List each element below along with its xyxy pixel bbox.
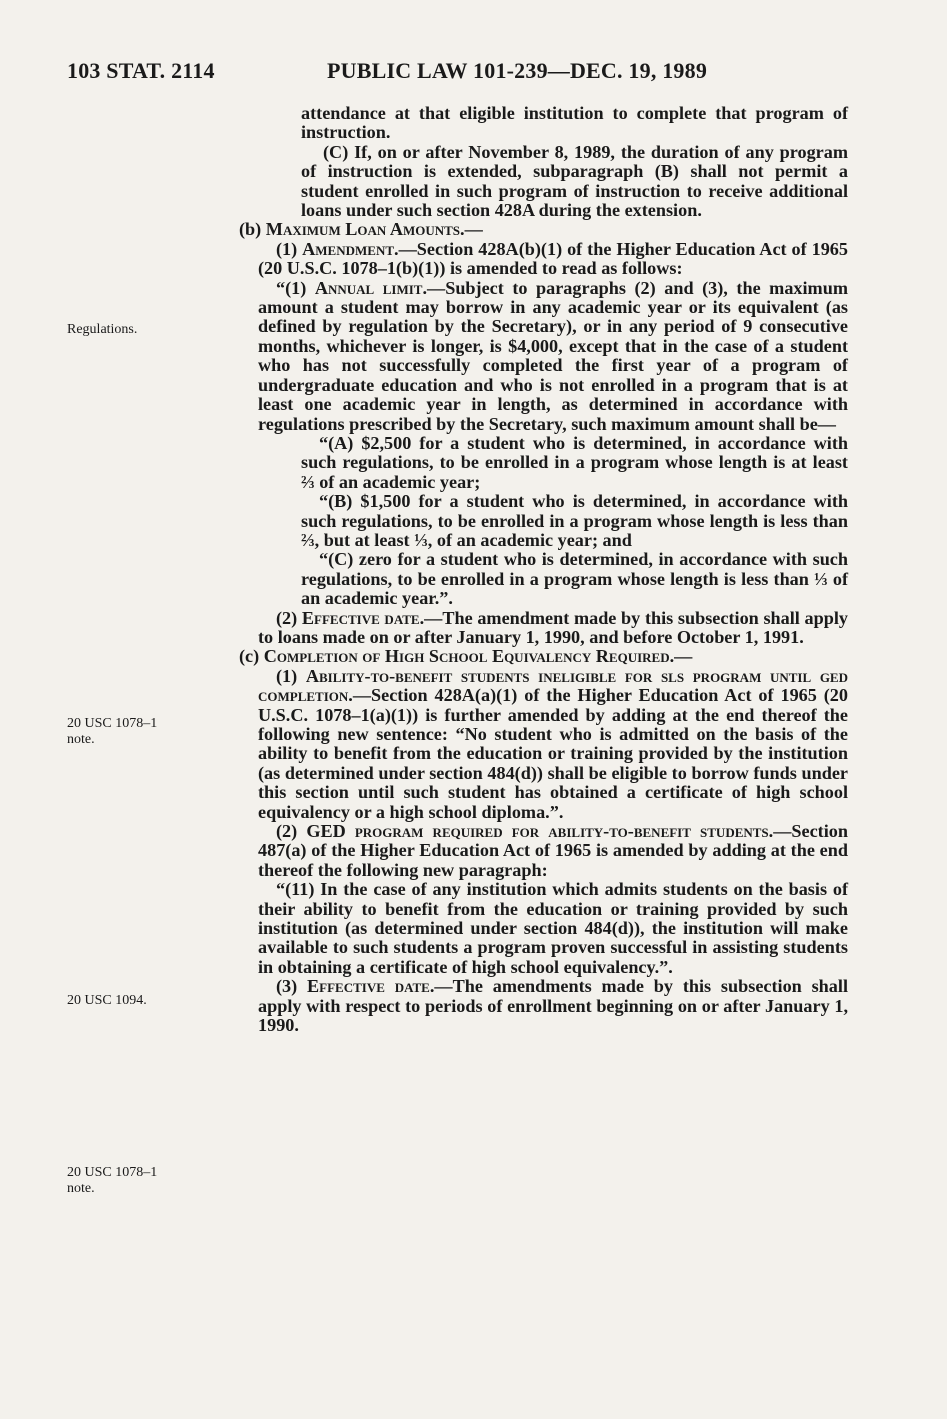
margin-note-usc-1078-1-second: [67, 1165, 157, 1197]
margin-note-line: 20 USC 1078–1: [67, 1165, 158, 1180]
margin-note-usc-1094: 20 USC 1094.: [67, 993, 147, 1008]
subsection-c-heading: [239, 647, 848, 666]
quoted-paragraph-11: “(11) In the case of any institution which admits students on the basis of their ability to benefit from the education or training provided by such institution (as determined under section 484(d)), the institution will make available to such students a program proven successful in assisting students in obtaining a certificate of high school equivalency.”.: [258, 879, 848, 977]
paragraph-heading: Ability-to-benefit students ineligible for sls program until ged completion.: [258, 665, 848, 706]
paragraph-heading: Amendment.: [302, 238, 399, 259]
paragraph-b1-amendment: [258, 240, 848, 279]
subsection-label: (b): [239, 219, 266, 240]
margin-note-line: note.: [67, 1181, 95, 1196]
paragraph-label: (2): [276, 607, 302, 628]
stat-page-number: 103 STAT. 2114: [67, 58, 215, 83]
paragraph-b2-effective-date: [258, 609, 848, 648]
quoted-subparagraph-c: “(C) zero for a student who is determined, in accordance with such regulations, to be enrolled in a program whose length is less than ⅓ of an academic year.”.: [301, 549, 848, 609]
subsection-b-heading: [239, 220, 848, 239]
paragraph-label: (2) GED: [276, 821, 355, 842]
paragraph-c3-effective-date: [258, 977, 848, 1035]
statute-body: [239, 103, 848, 1036]
margin-note-line: note.: [67, 732, 95, 747]
paragraph-heading: Annual limit.: [314, 277, 428, 298]
margin-note-regulations: Regulations.: [67, 322, 138, 337]
paragraph-continuation: attendance at that eligible institution to complete that program of instruction.: [301, 103, 848, 143]
paragraph-text: —Section 428A(a)(1) of the Higher Education Act of 1965 (20 U.S.C. 1078–1(a)(1)) is further amended by adding at the end thereof the following new sentence: “No student who is admitted on the basis of the ability to benefit from the education or training provided by the institution (as determined under section 484(d)) shall be eligible to borrow funds under this section until such student has obtained a certificate of high school equivalency or a high school diploma.”.: [258, 685, 848, 822]
subsection-heading-text: Maximum Loan Amounts.: [265, 219, 465, 240]
paragraph-label: “(1): [276, 277, 315, 298]
paragraph-heading: Effective date.: [307, 976, 435, 997]
quoted-subparagraph-b: “(B) $1,500 for a student who is determined, in accordance with such regulations, to be enrolled in a program whose length is less than ⅔, but at least ⅓, of an academic year; and: [301, 491, 848, 550]
margin-note-usc-1078-1: [67, 716, 157, 748]
paragraph-c1-ability-to-benefit: [258, 667, 848, 822]
subsection-dash: —: [464, 219, 483, 240]
running-head: PUBLIC LAW 101-239—DEC. 19, 1989: [327, 58, 708, 83]
subsection-heading-text: Completion of High School Equivalency Required.: [263, 646, 675, 667]
paragraph-heading: program required for ability-to-benefit students.: [354, 821, 774, 842]
paragraph-label: (1): [276, 665, 306, 686]
paragraph-subsection-c-extension: (C) If, on or after November 8, 1989, the duration of any program of instruction is extended, subparagraph (B) shall not permit a student enrolled in such program of instruction to receive additional loans under such section 428A during the extension.: [301, 141, 848, 221]
paragraph-c2-ged-program: [258, 822, 848, 880]
paragraph-text: —Section 428A(b)(1) of the Higher Education Act of 1965 (20 U.S.C. 1078–1(b)(1)) is amended to read as follows:: [258, 238, 848, 279]
quoted-paragraph-annual-limit: [258, 279, 848, 434]
paragraph-text: —The amendments made by this subsection shall apply with respect to periods of enrollment beginning on or after January 1, 1990.: [258, 976, 848, 1036]
paragraph-label: (3): [276, 976, 308, 997]
paragraph-text: —Section 487(a) of the Higher Education Act of 1965 is amended by adding at the end thereof the following new paragraph:: [258, 821, 848, 880]
paragraph-text: —The amendment made by this subsection shall apply to loans made on or after January 1, 1990, and before October 1, 1991.: [258, 607, 848, 647]
paragraph-heading: Effective date.: [301, 607, 425, 628]
subsection-dash: —: [674, 646, 693, 667]
quoted-subparagraph-a: “(A) $2,500 for a student who is determined, in accordance with such regulations, to be enrolled in a program whose length is at least ⅔ of an academic year;: [301, 432, 848, 492]
paragraph-text: —Subject to paragraphs (2) and (3), the maximum amount a student may borrow in any academic year or its equivalent (as defined by regulation by the Secretary), or in any period of 9 consecutive months, whichever is longer, is $4,000, except that in the case of a student who has not successfully completed the first year of a program of undergraduate education and who is not enrolled in a program that is at least one academic year in length, as determined in accordance with regulations prescribed by the Secretary, such maximum amount shall be—: [258, 277, 848, 434]
margin-note-line: 20 USC 1078–1: [67, 716, 158, 731]
subsection-label: (c): [239, 646, 264, 667]
paragraph-label: (1): [276, 238, 303, 259]
